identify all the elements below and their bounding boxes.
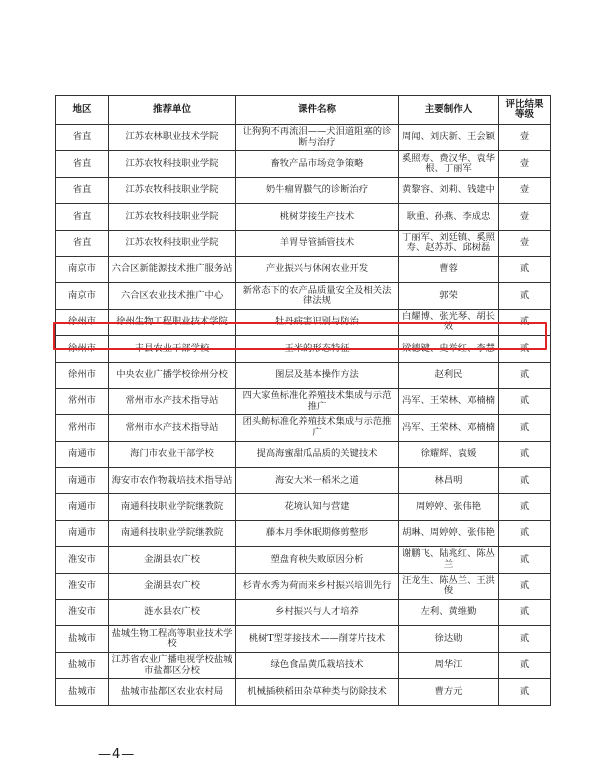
- cell-grade: 壹: [499, 151, 551, 177]
- cell-unit: 盐城生物工程高等职业技术学校: [109, 626, 236, 652]
- cell-authors: 徐耀辉、袁媛: [399, 441, 499, 467]
- cell-region: 淮安市: [56, 547, 109, 573]
- cell-grade: 贰: [499, 547, 551, 573]
- cell-grade: 贰: [499, 468, 551, 494]
- cell-unit: 金湖县农广校: [109, 573, 236, 599]
- cell-region: 盐城市: [56, 679, 109, 705]
- cell-region: 徐州市: [56, 309, 109, 335]
- cell-grade: 贰: [499, 520, 551, 546]
- cell-region: 省直: [56, 125, 109, 151]
- cell-authors: 冯军、王荣林、邓楠楠: [399, 388, 499, 414]
- cell-authors: 冯军、王荣林、邓楠楠: [399, 415, 499, 441]
- cell-course: 提高海蜜甜瓜品质的关键技术: [236, 441, 399, 467]
- cell-grade: 贰: [499, 573, 551, 599]
- cell-grade: 贰: [499, 309, 551, 335]
- cell-region: 南通市: [56, 520, 109, 546]
- table-row: [56, 388, 551, 414]
- cell-grade: 贰: [499, 626, 551, 652]
- cell-course: 乡村振兴与人才培养: [236, 600, 399, 626]
- cell-region: 淮安市: [56, 573, 109, 599]
- table-row: [56, 600, 551, 626]
- cell-authors: 周婷婷、张伟艳: [399, 494, 499, 520]
- cell-region: 省直: [56, 204, 109, 230]
- table-row: [56, 652, 551, 678]
- cell-unit: 涟水县农广校: [109, 600, 236, 626]
- table-row: [56, 626, 551, 652]
- cell-unit: 六合区新能源技术推广服务站: [109, 256, 236, 282]
- cell-region: 南京市: [56, 256, 109, 282]
- cell-authors: 赵利民: [399, 362, 499, 388]
- cell-unit: 丰县农业干部学校: [109, 336, 236, 362]
- cell-grade: 贰: [499, 600, 551, 626]
- cell-course: 团头鲂标准化养殖技术集成与示范推广: [236, 415, 399, 441]
- cell-course: 绿色食品黄瓜栽培技术: [236, 652, 399, 678]
- cell-authors: 徐达勋: [399, 626, 499, 652]
- cell-unit: 徐州生物工程职业技术学院: [109, 309, 236, 335]
- cell-course: 图层及基本操作方法: [236, 362, 399, 388]
- cell-course: 桃树芽接生产技术: [236, 204, 399, 230]
- cell-unit: 中央农业广播学校徐州分校: [109, 362, 236, 388]
- table-row: [56, 177, 551, 203]
- cell-region: 省直: [56, 177, 109, 203]
- cell-unit: 江苏农牧科技职业学院: [109, 151, 236, 177]
- cell-region: 徐州市: [56, 336, 109, 362]
- cell-grade: 贰: [499, 388, 551, 414]
- cell-grade: 壹: [499, 204, 551, 230]
- cell-course: 奶牛瘤胃臌气的诊断治疗: [236, 177, 399, 203]
- header-authors: 主要制作人: [399, 96, 499, 125]
- cell-course: 四大家鱼标准化养殖技术集成与示范推广: [236, 388, 399, 414]
- cell-authors: 郭荣: [399, 283, 499, 309]
- cell-grade: 贰: [499, 494, 551, 520]
- cell-course: 牡丹病害识别与防治: [236, 309, 399, 335]
- table-row: [56, 573, 551, 599]
- table-row: [56, 230, 551, 256]
- cell-authors: 林昌明: [399, 468, 499, 494]
- cell-course: 杉青水秀为荷而来乡村振兴培训先行: [236, 573, 399, 599]
- cell-unit: 海安市农作物栽培技术指导站: [109, 468, 236, 494]
- header-region: 地区: [56, 96, 109, 125]
- cell-grade: 壹: [499, 125, 551, 151]
- table-row: [56, 125, 551, 151]
- cell-course: 海安大米一稻米之道: [236, 468, 399, 494]
- cell-unit: 常州市水产技术指导站: [109, 388, 236, 414]
- cell-authors: 谢鹏飞、陆兆红、陈丛兰: [399, 547, 499, 573]
- cell-region: 南通市: [56, 441, 109, 467]
- cell-unit: 海门市农业干部学校: [109, 441, 236, 467]
- cell-course: 玉米的形态特征: [236, 336, 399, 362]
- cell-course: 羊胃导管插管技术: [236, 230, 399, 256]
- cell-unit: 南通科技职业学院继教院: [109, 494, 236, 520]
- header-grade: 评比结果等级: [499, 96, 551, 125]
- cell-region: 常州市: [56, 388, 109, 414]
- table-row: [56, 494, 551, 520]
- table-row: [56, 547, 551, 573]
- cell-course: 让狗狗不再流泪——犬泪道阻塞的诊断与治疗: [236, 125, 399, 151]
- cell-course: 塑盘育秧失败原因分析: [236, 547, 399, 573]
- table-row: [56, 362, 551, 388]
- cell-authors: 周华江: [399, 652, 499, 678]
- table-row: [56, 283, 551, 309]
- cell-authors: 奚照寿、费汉华、袁华根、丁丽军: [399, 151, 499, 177]
- cell-region: 南通市: [56, 494, 109, 520]
- cell-course: 机械插秧稻田杂草种类与防除技术: [236, 679, 399, 705]
- cell-grade: 贰: [499, 415, 551, 441]
- cell-course: 畜牧产品市场竞争策略: [236, 151, 399, 177]
- cell-authors: 汪龙生、陈丛兰、王洪俊: [399, 573, 499, 599]
- table-row: [56, 204, 551, 230]
- cell-region: 盐城市: [56, 652, 109, 678]
- table-row: [56, 336, 551, 362]
- cell-authors: 曹方元: [399, 679, 499, 705]
- table-row: [56, 256, 551, 282]
- cell-course: 藤本月季休眠期修剪整形: [236, 520, 399, 546]
- cell-authors: 周闻、刘庆新、王会颖: [399, 125, 499, 151]
- cell-authors: 梁德键、史举红、李慧: [399, 336, 499, 362]
- header-unit: 推荐单位: [109, 96, 236, 125]
- cell-region: 盐城市: [56, 626, 109, 652]
- cell-grade: 壹: [499, 230, 551, 256]
- cell-grade: 贰: [499, 679, 551, 705]
- cell-grade: 贰: [499, 283, 551, 309]
- table-header-row: [56, 96, 551, 125]
- cell-grade: 贰: [499, 652, 551, 678]
- cell-authors: 黄黎容、刘莉、钱建中: [399, 177, 499, 203]
- cell-unit: 江苏农牧科技职业学院: [109, 230, 236, 256]
- cell-region: 淮安市: [56, 600, 109, 626]
- table-row: [56, 468, 551, 494]
- cell-region: 省直: [56, 230, 109, 256]
- cell-region: 常州市: [56, 415, 109, 441]
- cell-authors: 白耀博、张光琴、胡长效: [399, 309, 499, 335]
- cell-grade: 贰: [499, 362, 551, 388]
- cell-unit: 江苏农牧科技职业学院: [109, 204, 236, 230]
- cell-grade: 壹: [499, 177, 551, 203]
- cell-unit: 盐城市盐都区农业农村局: [109, 679, 236, 705]
- cell-authors: 左利、黄维勤: [399, 600, 499, 626]
- table-row: [56, 151, 551, 177]
- cell-course: 产业振兴与休闲农业开发: [236, 256, 399, 282]
- table-row: [56, 441, 551, 467]
- page-number: —4—: [98, 747, 136, 762]
- course-award-table: [55, 95, 551, 706]
- cell-unit: 金湖县农广校: [109, 547, 236, 573]
- table-row: [56, 415, 551, 441]
- cell-unit: 江苏农牧科技职业学院: [109, 177, 236, 203]
- cell-authors: 耿重、孙燕、李成忠: [399, 204, 499, 230]
- header-course: 课件名称: [236, 96, 399, 125]
- cell-unit: 常州市水产技术指导站: [109, 415, 236, 441]
- table-row: [56, 520, 551, 546]
- cell-unit: 六合区农业技术推广中心: [109, 283, 236, 309]
- cell-authors: 丁丽军、刘廷镇、奚照寿、赵苏苏、邱树磊: [399, 230, 499, 256]
- table-row-highlighted: [56, 309, 551, 335]
- cell-course: 新常态下的农产品质量安全及相关法律法规: [236, 283, 399, 309]
- cell-region: 徐州市: [56, 362, 109, 388]
- cell-region: 省直: [56, 151, 109, 177]
- cell-authors: 胡琳、周婷婷、张伟艳: [399, 520, 499, 546]
- cell-region: 南通市: [56, 468, 109, 494]
- cell-unit: 江苏省农业广播电视学校盐城市盐都区分校: [109, 652, 236, 678]
- cell-authors: 曹蓉: [399, 256, 499, 282]
- table-row: [56, 679, 551, 705]
- cell-grade: 贰: [499, 336, 551, 362]
- cell-grade: 贰: [499, 256, 551, 282]
- cell-unit: 南通科技职业学院继教院: [109, 520, 236, 546]
- cell-course: 花境认知与营建: [236, 494, 399, 520]
- cell-grade: 贰: [499, 441, 551, 467]
- cell-unit: 江苏农林职业技术学院: [109, 125, 236, 151]
- cell-course: 桃树T型芽接技术——削芽片技术: [236, 626, 399, 652]
- cell-region: 南京市: [56, 283, 109, 309]
